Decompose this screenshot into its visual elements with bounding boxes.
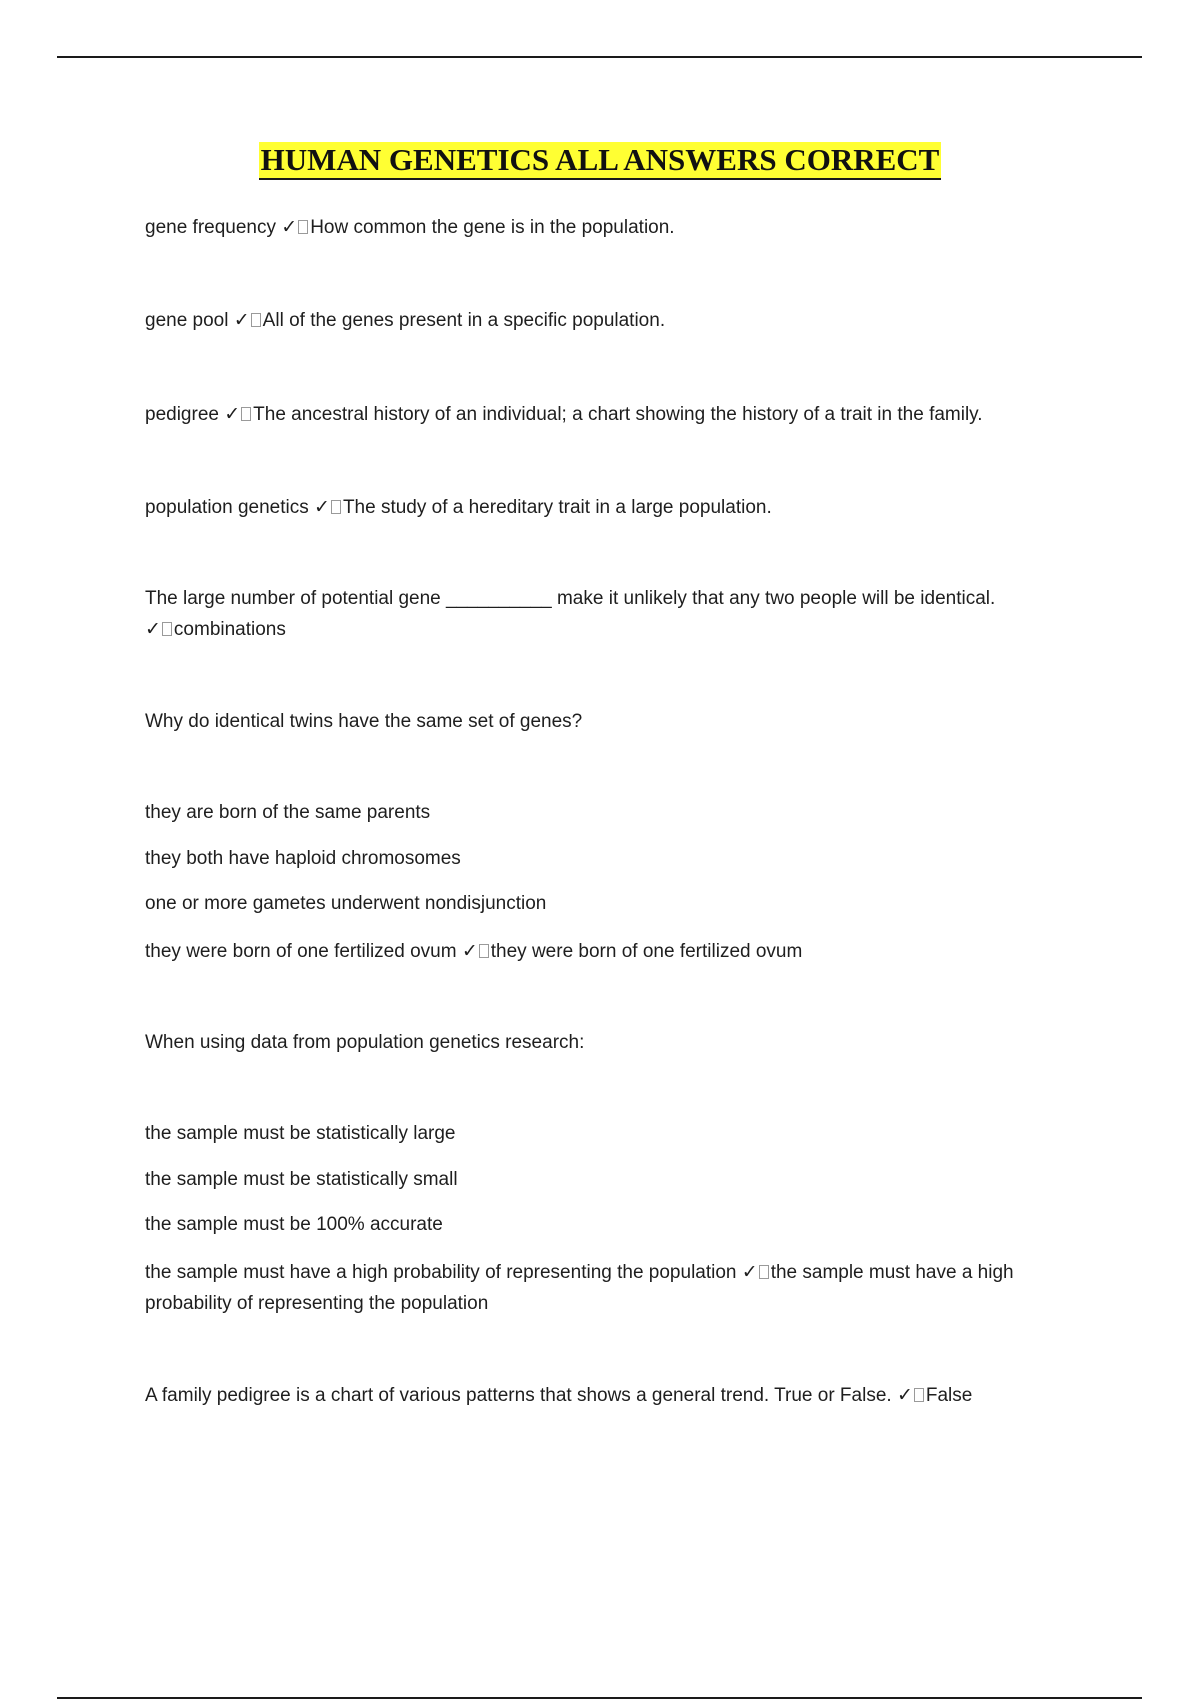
check-icon: ✓	[145, 618, 161, 640]
option-same-parents	[145, 797, 1095, 828]
box-icon	[479, 944, 489, 958]
option-text: the sample must be 100% accurate	[145, 1214, 443, 1235]
option-text: one or more gametes underwent nondisjunction	[145, 893, 547, 914]
option-text: they are born of the same parents	[145, 802, 431, 823]
option-text: the sample must be statistically small	[145, 1169, 458, 1190]
option-statistically-large	[145, 1118, 1095, 1149]
qa-item-gene-combinations	[145, 583, 1095, 645]
footer-rule	[57, 1697, 1142, 1699]
box-icon	[251, 313, 261, 327]
question-text: gene frequency	[145, 217, 282, 238]
title-container	[0, 142, 1200, 180]
document-title: HUMAN GENETICS ALL ANSWERS CORRECT	[259, 142, 942, 180]
question-text: Why do identical twins have the same set of genes?	[145, 711, 583, 732]
qa-item-gene-pool	[145, 305, 1095, 336]
question-population-research	[145, 1027, 1095, 1058]
option-text: the sample must be statistically large	[145, 1123, 456, 1144]
qa-item-population-genetics	[145, 492, 1095, 523]
question-text: The large number of potential gene __________ make it unlikely that any two people will be identical.	[145, 588, 996, 609]
check-icon: ✓	[314, 496, 330, 518]
answer-text: How common the gene is in the population.	[310, 217, 675, 238]
check-icon: ✓	[281, 216, 298, 238]
answer-text: The ancestral history of an individual; a chart showing the history of a trait in the family.	[253, 404, 983, 425]
question-text: When using data from population genetics research:	[145, 1032, 585, 1053]
question-text: population genetics	[145, 497, 315, 518]
answer-text: All of the genes present in a specific population.	[262, 310, 666, 331]
option-100-accurate	[145, 1209, 1095, 1240]
check-icon: ✓	[233, 309, 250, 331]
option-statistically-small	[145, 1164, 1095, 1195]
answer-text: The study of a hereditary trait in a large population.	[342, 497, 772, 518]
answer-text: the sample must have a high probability of representing the population	[145, 1262, 1019, 1314]
check-icon: ✓	[741, 1261, 758, 1283]
option-text: they were born of one fertilized ovum	[145, 941, 462, 962]
check-icon: ✓	[896, 1384, 913, 1406]
answer-text: False	[925, 1385, 973, 1406]
box-icon	[241, 407, 251, 421]
option-text: the sample must have a high probability of representing the population	[145, 1262, 742, 1283]
qa-item-gene-frequency	[145, 212, 1095, 243]
qa-item-family-pedigree	[145, 1380, 1095, 1411]
check-icon: ✓	[224, 403, 241, 425]
box-icon	[298, 220, 308, 234]
header-rule	[57, 56, 1142, 58]
question-text: pedigree	[145, 404, 225, 425]
check-icon: ✓	[461, 940, 478, 962]
box-icon	[162, 622, 172, 636]
question-text: gene pool	[145, 310, 234, 331]
option-text: they both have haploid chromosomes	[145, 848, 461, 869]
box-icon	[759, 1265, 769, 1279]
question-text: A family pedigree is a chart of various patterns that shows a general trend. True or False.	[145, 1385, 897, 1406]
answer-text: combinations	[173, 619, 286, 640]
option-high-probability	[145, 1257, 1095, 1319]
box-icon	[331, 500, 341, 514]
answer-text: they were born of one fertilized ovum	[490, 941, 803, 962]
box-icon	[914, 1388, 924, 1402]
option-haploid	[145, 843, 1095, 874]
option-fertilized-ovum	[145, 936, 1095, 967]
question-identical-twins	[145, 706, 1095, 737]
qa-item-pedigree	[145, 399, 1095, 430]
option-nondisjunction	[145, 888, 1095, 919]
